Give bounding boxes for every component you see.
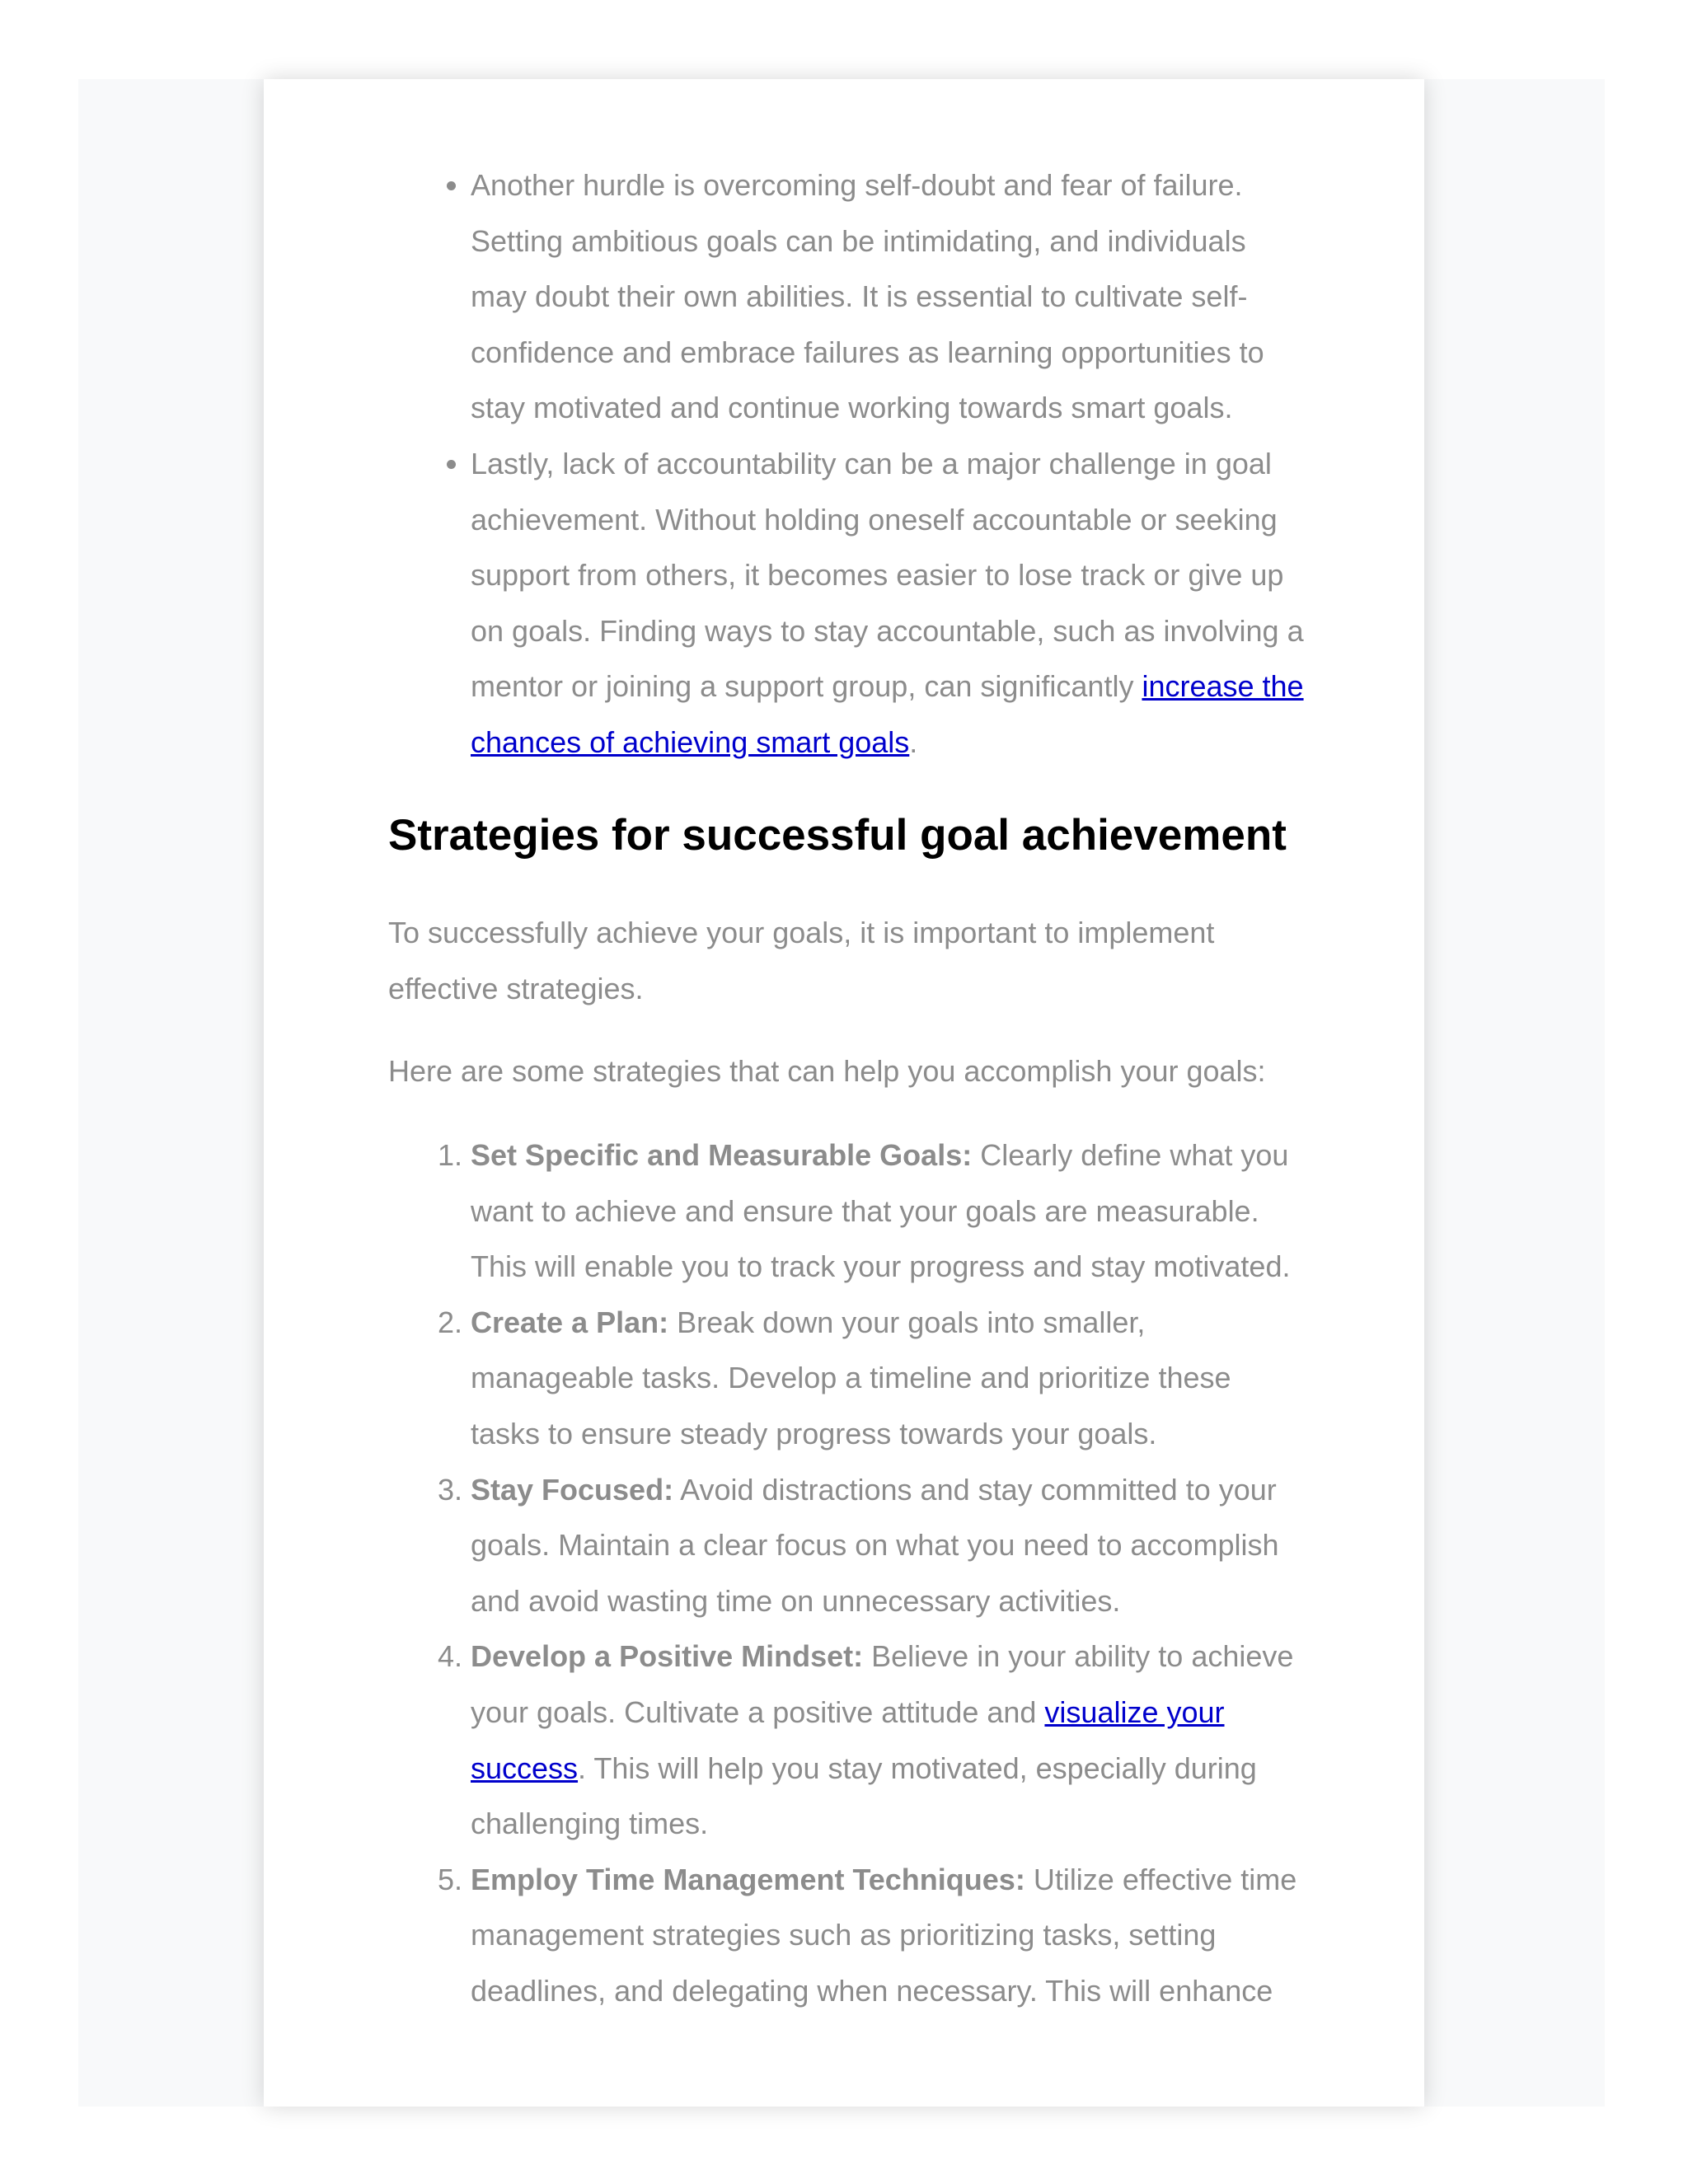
bullet-item-self-doubt bbox=[471, 157, 1307, 436]
strategy-text: Avoid distractions and stay committed to your goals. Maintain a clear focus on what you need to accomplish and avoid wasting time on unnecessary activities. bbox=[471, 1472, 1279, 1618]
strategy-item-4 bbox=[471, 1629, 1307, 1851]
strategy-term: Develop a Positive Mindset: bbox=[471, 1639, 864, 1674]
section-intro: To successfully achieve your goals, it is important to implement effective strategies. bbox=[388, 916, 1215, 1005]
strategy-item-3 bbox=[471, 1462, 1307, 1629]
strategy-text: Utilize effective time management strategies such as prioritizing tasks, setting deadlines, and delegating when necessary. This will enhance bbox=[471, 1862, 1297, 2008]
bullet-text: Lastly, lack of accountability can be a major challenge in goal achievement. Without holding oneself accountable or seeking support from others, it becomes easier to lose track or give up on goals. Finding ways to stay accountable, such as involving a mentor or joining a support group, can significantly bbox=[471, 446, 1304, 704]
strategies-numbered-list bbox=[388, 1127, 1307, 2019]
strategies-lead: Here are some strategies that can help you accomplish your goals: bbox=[388, 1054, 1266, 1088]
strategy-term: Stay Focused: bbox=[471, 1472, 674, 1507]
strategies-list-wrap bbox=[388, 1127, 1307, 2019]
section-heading: Strategies for successful goal achievement bbox=[388, 811, 1287, 860]
challenges-bullet-list bbox=[388, 157, 1307, 771]
challenges-list-wrap bbox=[388, 79, 1307, 771]
strategy-text: Clearly define what you want to achieve and ensure that your goals are measurable. This will enable you to track your progress and stay motivated. bbox=[471, 1138, 1291, 1284]
strategy-item-1 bbox=[471, 1127, 1307, 1295]
strategy-text: Break down your goals into smaller, manageable tasks. Develop a timeline and prioritize these tasks to ensure steady progress towards your goals. bbox=[471, 1305, 1231, 1451]
article-page bbox=[264, 79, 1424, 2107]
strategy-item-5 bbox=[471, 1852, 1307, 2019]
strategy-item-2 bbox=[471, 1295, 1307, 1462]
strategy-term: Create a Plan: bbox=[471, 1305, 669, 1339]
visualize-success-link[interactable]: visualize your success bbox=[471, 1694, 1225, 1785]
bullet-text-end: . bbox=[909, 724, 918, 759]
strategy-text: Believe in your ability to achieve your goals. Cultivate a positive attitude and bbox=[471, 1639, 1294, 1729]
bullet-item-accountability bbox=[471, 436, 1307, 771]
increase-chances-link[interactable]: increase the chances of achieving smart goals bbox=[471, 669, 1304, 759]
strategy-term: Employ Time Management Techniques: bbox=[471, 1862, 1025, 1896]
strategy-term: Set Specific and Measurable Goals: bbox=[471, 1138, 973, 1172]
strategy-text-end: . This will help you stay motivated, especially during challenging times. bbox=[471, 1750, 1257, 1841]
bullet-text: Another hurdle is overcoming self-doubt and fear of failure. Setting ambitious goals can be intimidating, and individuals may doubt their own abilities. It is essential to cultivate self-confidence and embrace failures as learning opportunities to stay motivated and continue working towards smart goals. bbox=[471, 168, 1264, 425]
